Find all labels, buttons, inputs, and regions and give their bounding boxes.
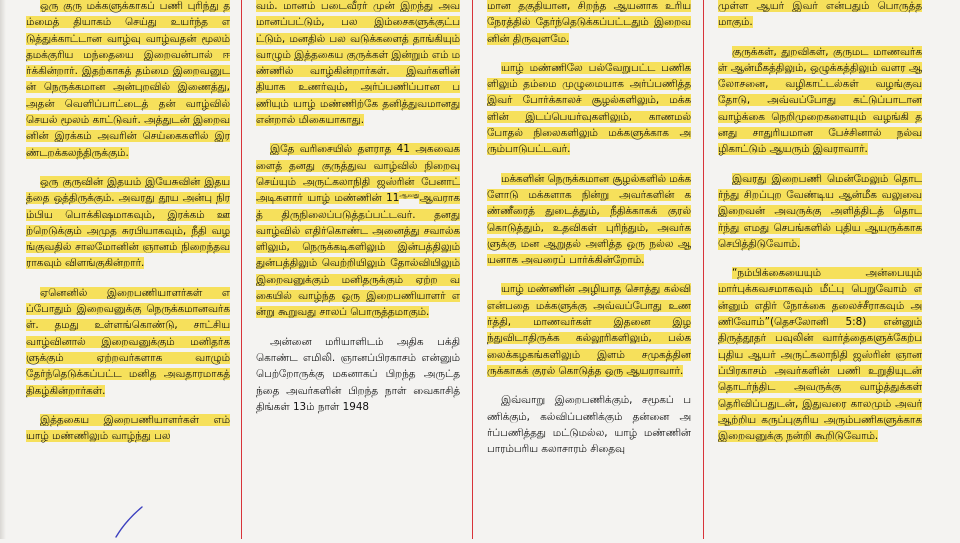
article-paragraph bbox=[26, 0, 230, 161]
highlighted-text: முள்ள ஆயர் இவர் என்பதும் பொருத்தமாகும். bbox=[718, 0, 922, 29]
article-paragraph bbox=[718, 171, 922, 252]
highlighted-text: ஒரு குரு மக்களுக்காகப் பணி புரிந்து தம்மைத் தியாகம் செய்து உயர்ந்த எடுத்துக்காட்டான வாழ்வு வாழ்வதன் மூலம் தமக்குரிய மந்தையை இறைவன்பால் ஈர்க்கின்றார். இதற்காகத் தம்மை இறைவனுடன் நெருக்கமான அன்புறவில் இணைத்து, அதன் வெளிப்பாட்டைத் தன் வாழ்வில் செயல் மூலம் காட்டுவர். அத்துடன் இறைவனின் இரக்கம் அவரின் செய்கைகளில் இரண்டறக்கலந்திருக்கும். bbox=[26, 0, 230, 159]
body-text: அன்னை மரியாளிடம் அதிக பக்தி கொண்ட எமிலி. ஞானப்பிரகாசம் என்னும் பெற்றோருக்கு மகனாகப் பிறந்த அருட்தந்தை அவர்களின் பிறந்த நாள் வைகாசித் திங்கள் 13ம் நாள் 1948 bbox=[256, 335, 460, 413]
article-paragraph bbox=[26, 285, 230, 399]
article-paragraph bbox=[256, 141, 460, 320]
body-text: இவ்வாறு இறைபணிக்கும், சமூகப் பணிக்கும், கல்விப்பணிக்கும் தன்னை அர்ப்பணித்தது மட்டுமல்ல, யாழ் மண்ணின் பாரம்பரிய கலாசாரம் சிதைவு bbox=[487, 394, 691, 456]
highlighted-text: இதே வரிசையில் தளராத 41 அகவைகளைத் தனது குருத்துவ வாழ்வில் நிறைவு செய்யும் அருட்கலாநிதி ஜஸ்ரின் பேனாட் அடிகளார் யாழ் மண்ணின் 11 bbox=[256, 143, 460, 205]
highlighted-text: “நம்பிக்கையையும் அன்பையும் மார்புக்கவசமாகவும் மீட்பு பெறுவோம் என்னும் எதிர் நோக்கை தலைச்சீராகவும் அணிவோம்”(தெசலோனி 5:8) என்னும் திருத்தூதர் பவுலின் வார்த்தைகளுக்கேற்ப புதிய ஆயர் அருட்கலாநிதி ஜஸ்ரின் ஞானப்பிரகாசம் அவர்களின் பணி உறுதியுடன் தொடர்ந்திட அவருக்கு வாழ்த்துக்கள் தெரிவிப்பதுடன், இதுவரை காலமும் அவர் ஆற்றிய கருப்புகுரிய அரும்பணிகளுக்காக இறைவனுக்கு நன்றி கூறிடுவோம். bbox=[718, 267, 922, 443]
article-paragraph bbox=[26, 412, 230, 445]
article-column-3 bbox=[487, 0, 691, 543]
article-column-2 bbox=[256, 0, 460, 543]
page-edge-shadow bbox=[0, 0, 6, 539]
highlighted-text: ஒரு குருவின் இதயம் இயேசுவின் இதயத்தை ஒத்திருக்கும். அவரது தூய அன்பு நிரம்பிய பொக்கிஷமாகவும், இரக்கம் ஊற்றெடுக்கும் அமுத சுரபியாகவும், நீதி வழங்குவதில் சாலமோனின் ஞானம் நிறைந்தவராகவும் விளங்குகின்றார். bbox=[26, 175, 230, 270]
article-column-1 bbox=[26, 0, 230, 543]
highlighted-text: யாழ் மண்ணிலே பல்வேறுபட்ட பணிகளிலும் தம்மை முழுமையாக அர்ப்பணித்த இவர் போர்க்காலச் சூழல்களிலும், மக்களின் இடப்பெயர்வுகளிலும், காணமல் போதல் நிலைகளிலும் மக்களுக்காக அரும்பாடுபட்டவர். bbox=[487, 61, 691, 156]
article-paragraph bbox=[718, 0, 922, 31]
highlighted-text: மக்களின் நெருக்கமான சூழல்களில் மக்களோடு மக்களாக நின்று அவர்களின் கண்ணீரைத் துடைத்தும், நீதிக்காகக் குரல் கொடுத்தும், உதவிகள் புரிந்தும், அவர்களுக்கு மன ஆறுதல் அளித்த ஒரு நல்ல ஆயனாக அவரைப் பார்க்கின்றோம். bbox=[487, 172, 691, 267]
highlighted-text: ஏனெனில் இறைபணியாளர்கள் எப்போதும் இறைவனுக்கு நெருக்கமானவர்கள். தமது உள்ளங்கொண்டு, சாட்சிய வாழ்வினால் இறைவனுக்கும் மனிதர்களுக்கும் ஏற்றவர்களாக வாழும் தேர்ந்தெடுக்கப்பட்ட மனித அவதாரமாகத் திகழ்கின்றார்கள். bbox=[26, 286, 230, 397]
article-paragraph bbox=[487, 392, 691, 457]
article-paragraph bbox=[487, 171, 691, 269]
highlighted-text: யாழ் மண்ணின் அழியாத சொத்து கல்வி என்பதை மக்களுக்கு அவ்வப்போது உணர்த்தி, மாணவர்கள் இதனை இழந்துவிடாதிருக்க கல்லூரிகளிலும், பல்கலைக்கழகங்களிலும் இளம் சமுகத்தினருக்காகக் குரல் கொடுத்த ஒரு ஆயராவார். bbox=[487, 283, 691, 377]
highlighted-text: இத்தகைய இறைபணியாளர்கள் எம் யாழ் மண்ணிலும் வாழ்ந்து பல bbox=[26, 413, 230, 443]
highlighted-text: மான தகுதியான, சிறந்த ஆயனாக உரிய நேரத்தில் தேர்ந்தெடுக்கப்பட்டதும் இறைவனின் திருவுளமே. bbox=[487, 0, 691, 45]
pen-stroke-icon bbox=[112, 503, 148, 539]
article-paragraph bbox=[256, 0, 460, 128]
article-column-4 bbox=[718, 0, 922, 543]
article-paragraph bbox=[26, 174, 230, 272]
highlighted-text: குருக்கள், துறவிகள், குருமட மாணவர்கள் ஆன்மீகத்திலும், ஒழுக்கத்திலும் வளர ஆலோசனை, வழிகாட்டல்கள் வழங்குவதோடு, அவ்வப்போது கட்டுப்பாடான வாழ்க்கை நெறிமுறைகளையும் வழங்கி தனது சாதுரியமான பேச்சினால் நல்வழிகாட்டும் ஆயரும் இவராவார். bbox=[718, 45, 922, 156]
column-rule bbox=[703, 0, 704, 539]
column-rule bbox=[241, 0, 242, 539]
highlighted-text: இவரது இறைபணி மென்மேலும் தொடர்ந்து சிறப்புற வேண்டிய ஆன்மீக வலுவை இறைவன் அவருக்கு அளித்திடத் தொடர்ந்து எமது செபங்களில் புதிய ஆயருக்காக செபித்திடுவோம். bbox=[718, 172, 922, 250]
ordinal-superscript: ஆவது bbox=[399, 190, 420, 199]
highlighted-text: ஆவராகத் திருநிலைப்படுத்தப்பட்டவர். தனது வாழ்வில் எதிர்கொண்ட அனைத்து சவால்களிலும், நெருக்கடிகளிலும் இன்பத்திலும் துன்பத்திலும் வெற்றியிலும் தோல்வியிலும் இறைவனுக்கும் மனிதருக்கும் ஏற்ற வகையில் வாழ்ந்த ஒரு இறைபணியாளர் என்று கூறுவது சாலப் பொருத்தமாகும். bbox=[256, 192, 460, 319]
highlighted-text: வம். மானம் படைவீரர் முன் இறந்து அவமானப்பட்டும், பல இம்சைகளுக்குட்பட்டும், மனதில் பல வடுக்களைத் தாங்கியும் வாழும் இத்தகைய குருக்கள் இன்றும் எம் மண்ணில் வாழ்கின்றார்கள். இவர்களின் தியாக உணர்வும், அர்ப்பணிப்பான பணியும் யாழ் மண்ணிற்கே தனித்துவமானது என்றால் மிகையாகாது. bbox=[256, 0, 460, 127]
article-paragraph bbox=[487, 0, 691, 47]
column-rule bbox=[472, 0, 473, 539]
article-paragraph bbox=[487, 60, 691, 158]
article-paragraph bbox=[487, 281, 691, 379]
article-paragraph bbox=[718, 44, 922, 158]
article-paragraph bbox=[718, 265, 922, 444]
article-paragraph bbox=[256, 334, 460, 415]
